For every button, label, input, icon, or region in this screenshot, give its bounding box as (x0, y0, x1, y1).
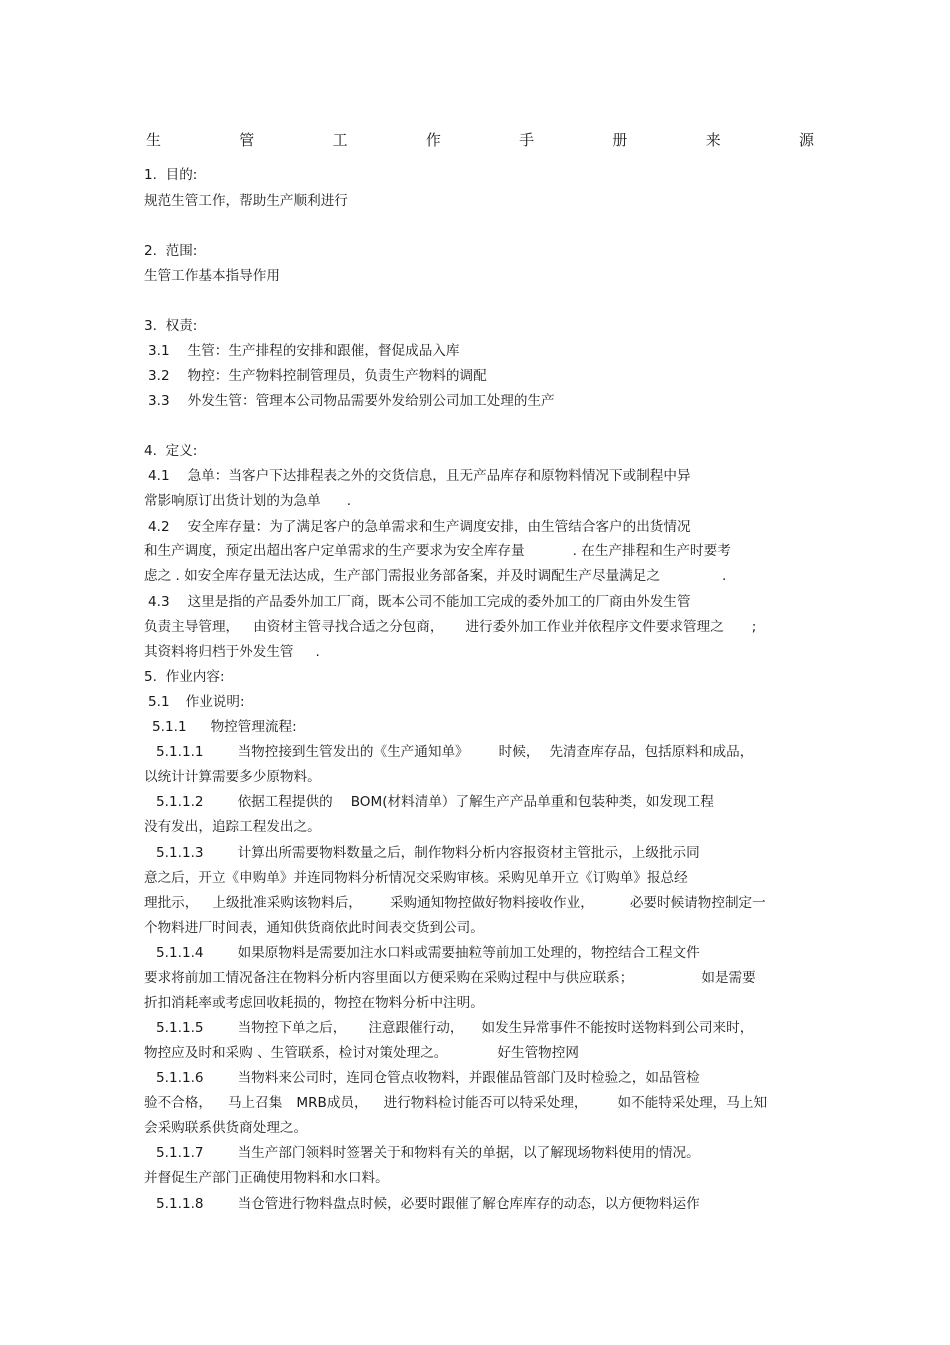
title-char: 生 (146, 131, 162, 149)
text-run: 进行委外加工作业并依程序文件要求管理之 (465, 619, 724, 635)
title-char: 管 (239, 131, 255, 149)
item-number: 5.1.1.2 (156, 794, 204, 810)
paragraph-text: 这里是指的产品委外加工厂商，既本公司不能加工完成的委外加工的厂商由外发生管 (187, 594, 691, 610)
title-char: 作 (425, 131, 441, 149)
section-3-item (148, 391, 555, 411)
text-run: 如发生异常事件不能按时送物料到公司来时， (481, 1020, 754, 1036)
paragraph-5-1-1-7 (156, 1143, 700, 1163)
text-run: 如果原物料是需要加注水口料或需要抽粒等前加工处理的，物控结合工程文件 (237, 945, 700, 961)
section-3-item (148, 366, 487, 386)
text-run: 当生产部门领料时签署关于和物料有关的单据，以了解现场物料使用的情况。 (237, 1145, 700, 1161)
definition-4-2 (148, 517, 691, 537)
item-number: 5.1 (148, 694, 170, 710)
text-run: 依据工程提供的 (237, 794, 333, 810)
section-3-item (148, 341, 460, 361)
text-run: 当仓管进行物料盘点时候，必要时跟催了解仓库库存的动态，以方便物料运作 (237, 1196, 700, 1212)
text-run: BOM(材料清单）了解生产产品单重和包装种类，如发现工程 (350, 794, 714, 810)
text-run: 由资材主管寻找合适之分包商， (253, 619, 444, 635)
text-run: 计算出所需要物料数量之后，制作物料分析内容报资材主管批示，上级批示同 (237, 845, 700, 861)
item-number: 3.3 (148, 393, 170, 409)
text-run: 进行物料检讨能否可以特采处理， (383, 1095, 588, 1111)
paragraph-5-1-1-3 (156, 843, 700, 863)
item-text: 生管：生产排程的安排和跟催，督促成品入库 (187, 343, 460, 359)
item-number: 4.1 (148, 468, 170, 484)
paragraph-5-1-1-4 (156, 943, 700, 963)
text-run: 必要时候请物控制定一 (629, 895, 766, 911)
paragraph-5-1-1-2 (156, 792, 714, 812)
section-2-body: 生管工作基本指导作用 (144, 268, 280, 284)
item-number: 5.1.1.1 (156, 744, 204, 760)
section-1-body: 规范生管工作，帮助生产顺利进行 (144, 193, 348, 209)
text-run: 和生产调度，预定出超出客户定单需求的生产要求为安全库存量 (144, 543, 525, 559)
section-2-heading: 2. 范围: (144, 243, 198, 259)
text-run: ; (751, 619, 757, 635)
paragraph-line: 意之后，开立《申购单》并连同物料分析情况交采购审核。采购见单开立《订购单》报总经 (144, 870, 688, 886)
text-run: 上级批准采购该物料后， (212, 895, 362, 911)
paragraph-5-1-1-1 (156, 742, 753, 762)
paragraph-line (144, 491, 351, 511)
text-run: 要求将前加工情况备注在物料分析内容里面以方便采购在采购过程中与供应联系； (144, 970, 634, 986)
text-run: 如是需要 (701, 970, 756, 986)
text-run: 注意跟催行动， (368, 1020, 464, 1036)
text-run: 负责主导管理， (144, 619, 240, 635)
document-title (146, 128, 814, 152)
paragraph-5-1-1-6 (156, 1068, 700, 1088)
section-3-heading: 3. 权责: (144, 318, 198, 334)
text-run: 虑之 . 如安全库存量无法达成，生产部门需报业务部备案，并及时调配生产尽量满足之 (144, 568, 660, 584)
text-run: 验不合格， (144, 1095, 212, 1111)
subsection-5-1 (148, 692, 245, 712)
item-number: 3.2 (148, 368, 170, 384)
text-run: 理批示， (144, 895, 199, 911)
section-1-heading: 1. 目的: (144, 167, 198, 183)
item-number: 5.1.1.5 (156, 1020, 204, 1036)
title-char: 册 (612, 131, 628, 149)
paragraph-line (144, 566, 726, 586)
paragraph-line: 没有发出，追踪工程发出之。 (144, 819, 321, 835)
text-run: 当物控下单之后， (237, 1020, 347, 1036)
text-run: 马上召集 (227, 1095, 283, 1111)
item-number: 3.1 (148, 343, 170, 359)
item-number: 5.1.1.4 (156, 945, 204, 961)
text-run: . (721, 568, 727, 584)
text-run: 时候， (498, 744, 540, 760)
text-run: 常影响原订出货计划的为急单 (144, 493, 321, 509)
paragraph-5-1-1-8 (156, 1194, 700, 1214)
paragraph-line: 并督促生产部门正确使用物料和水口料。 (144, 1170, 389, 1186)
text-run: 如不能特采处理，马上知 (617, 1095, 768, 1111)
title-char: 工 (332, 131, 348, 149)
subsection-5-1-1 (152, 717, 297, 737)
text-run: . (346, 493, 352, 509)
item-text: 物控管理流程: (210, 719, 297, 735)
definition-4-1 (148, 466, 691, 486)
paragraph-line (144, 1093, 767, 1113)
paragraph-line: 个物料进厂时间表，通知供货商依此时间表交货到公司。 (144, 920, 484, 936)
paragraph-line: 会采购联系供货商处理之。 (144, 1120, 308, 1136)
text-run: 好生管物控网 (497, 1045, 579, 1061)
paragraph-line (144, 541, 731, 561)
text-run: 物控应及时和采购 、生管联系，检讨对策处理之。 (144, 1045, 448, 1061)
text-run: MRB成员， (296, 1095, 368, 1111)
paragraph-line (144, 642, 320, 662)
item-text: 作业说明: (185, 694, 245, 710)
paragraph-text: 安全库存量：为了满足客户的急单需求和生产调度安排，由生管结合客户的出货情况 (187, 519, 691, 535)
title-char: 手 (519, 131, 535, 149)
text-run: . (315, 644, 320, 660)
item-number: 5.1.1.8 (156, 1196, 204, 1212)
section-5-heading: 5. 作业内容: (144, 669, 225, 685)
text-run: 其资料将归档于外发生管 (144, 644, 294, 660)
item-number: 5.1.1.6 (156, 1070, 204, 1086)
paragraph-line (144, 617, 756, 637)
definition-4-3 (148, 592, 691, 612)
item-number: 4.3 (148, 594, 170, 610)
item-text: 物控：生产物料控制管理员，负责生产物料的调配 (187, 368, 487, 384)
title-char: 来 (705, 131, 721, 149)
item-number: 5.1.1.7 (156, 1145, 204, 1161)
item-number: 5.1.1.3 (156, 845, 204, 861)
item-text: 外发生管：管理本公司物品需要外发给别公司加工处理的生产 (187, 393, 555, 409)
paragraph-text: 急单：当客户下达排程表之外的交货信息，且无产品库存和原物料情况下或制程中异 (187, 468, 691, 484)
text-run: 采购通知物控做好物料接收作业， (389, 895, 594, 911)
text-run: 当物料来公司时，连同仓管点收物料，并跟催品管部门及时检验之，如品管检 (237, 1070, 700, 1086)
item-number: 4.2 (148, 519, 170, 535)
paragraph-line (144, 1043, 579, 1063)
text-run: 先清查库存品，包括原料和成品， (549, 744, 754, 760)
paragraph-line: 以统计计算需要多少原物料。 (144, 769, 321, 785)
text-run: . 在生产排程和生产时要考 (572, 543, 731, 559)
title-char: 源 (798, 131, 814, 149)
paragraph-line (144, 968, 756, 988)
paragraph-line (144, 893, 766, 913)
paragraph-line: 折扣消耗率或考虑回收耗损的，物控在物料分析中注明。 (144, 995, 484, 1011)
paragraph-5-1-1-5 (156, 1018, 753, 1038)
text-run: 当物控接到生管发出的《生产通知单》 (237, 744, 469, 760)
section-4-heading: 4. 定义: (144, 443, 198, 459)
item-number: 5.1.1 (152, 719, 187, 735)
